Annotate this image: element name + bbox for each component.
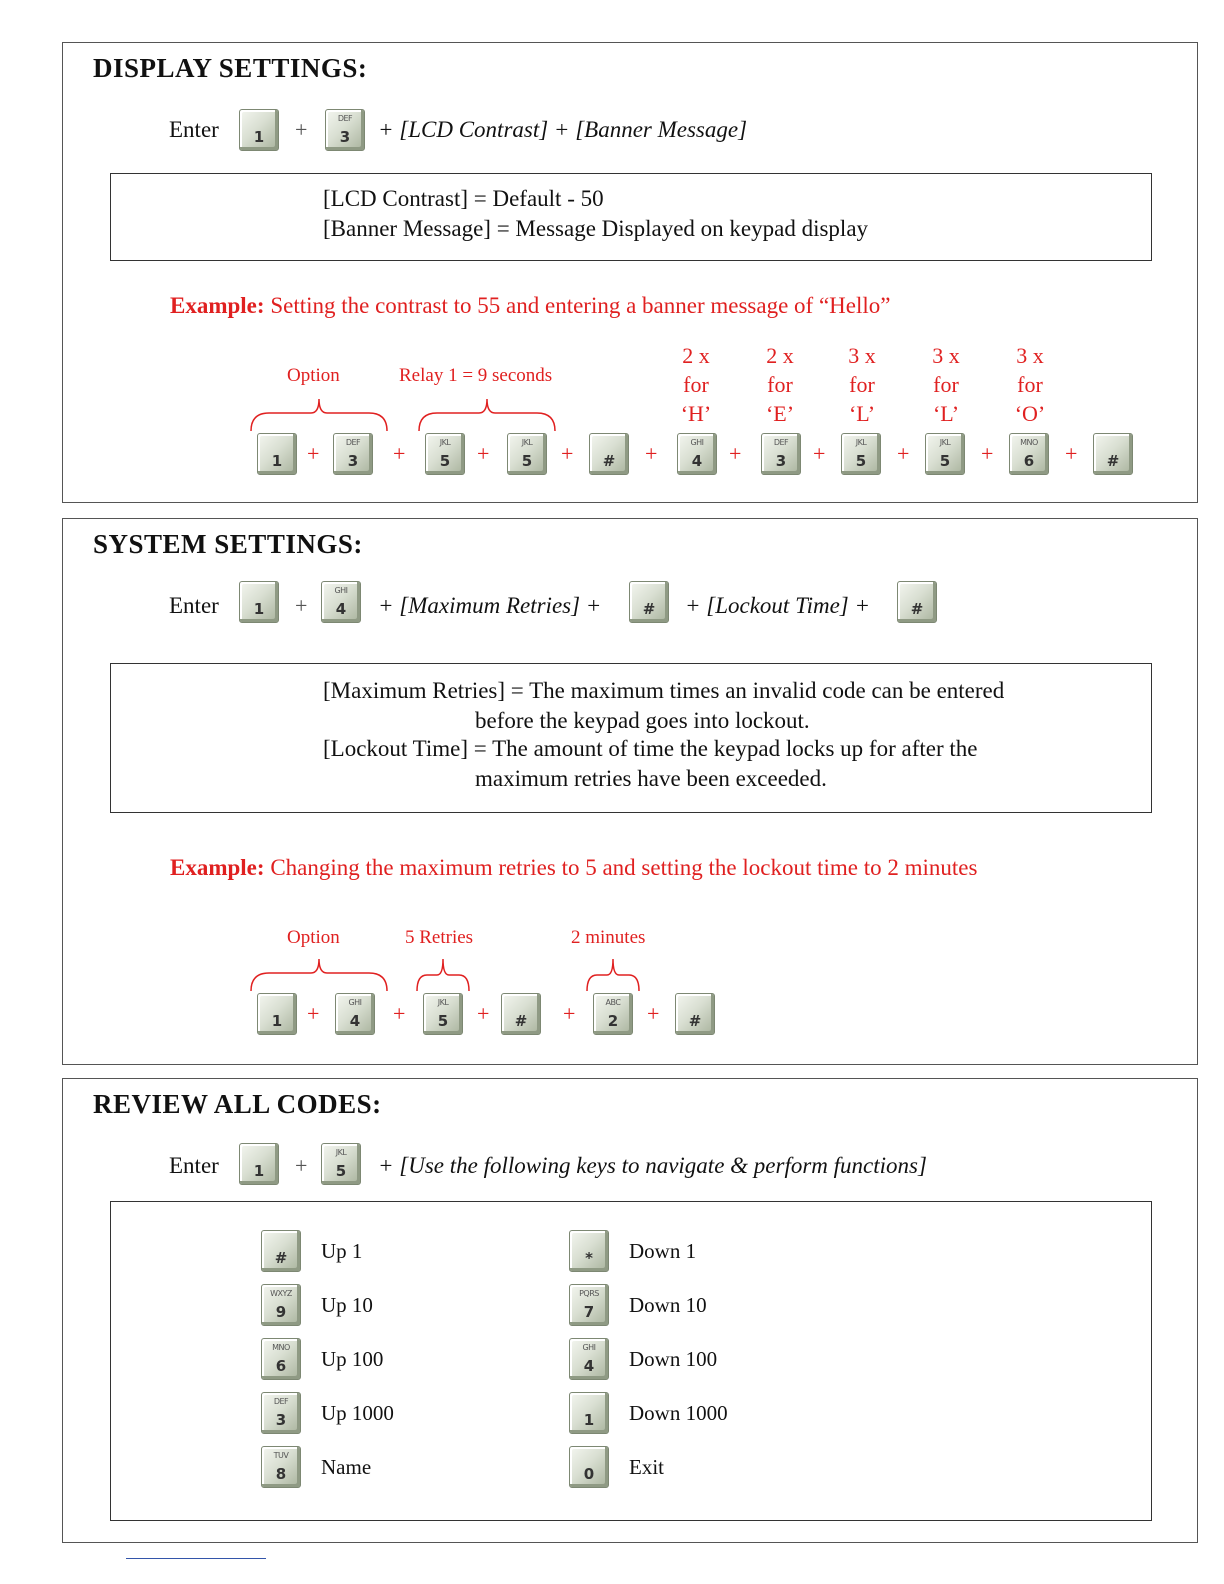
key-5[interactable]: JKL 5 — [925, 433, 965, 475]
key-4[interactable]: GHI 4 — [569, 1338, 609, 1380]
plus-sign: + — [477, 1001, 490, 1026]
key-hash[interactable]: # — [897, 581, 937, 623]
key-star[interactable]: * — [569, 1230, 609, 1272]
option-brace — [249, 393, 389, 433]
nav-up-1 — [261, 1230, 362, 1272]
key-1[interactable]: 1 — [239, 109, 279, 151]
lockout-time-definition: [Lockout Time] = The amount of time the keypad locks up for after the — [323, 736, 978, 761]
example-text: Setting the contrast to 55 and entering a banner message of “Hello” — [264, 293, 891, 318]
footer-rule — [126, 1558, 266, 1559]
nav-label: Up 1 — [321, 1238, 363, 1263]
key-5[interactable]: JKL 5 — [841, 433, 881, 475]
system-formula-part2: + [Lockout Time] + — [685, 593, 871, 618]
nav-label: Up 100 — [321, 1346, 384, 1371]
key-3[interactable]: DEF 3 — [261, 1392, 301, 1434]
plus-sign: + — [981, 441, 994, 466]
key-3[interactable]: DEF 3 — [325, 109, 365, 151]
plus-sign: + — [897, 441, 910, 466]
letter-e-col: 2 x for ‘E’ — [765, 343, 795, 426]
nav-label: Down 10 — [629, 1292, 707, 1317]
nav-up-10 — [261, 1284, 373, 1326]
key-6[interactable]: MNO 6 — [261, 1338, 301, 1380]
nav-label: Down 100 — [629, 1346, 718, 1371]
example-label: Example: — [170, 855, 265, 880]
plus-sign: + — [477, 441, 490, 466]
key-2[interactable]: ABC 2 — [593, 993, 633, 1035]
key-hash[interactable]: # — [1093, 433, 1133, 475]
plus-sign: + — [647, 1001, 660, 1026]
display-example — [170, 293, 890, 319]
plus-sign: + — [307, 441, 320, 466]
key-6[interactable]: MNO 6 — [1009, 433, 1049, 475]
key-1[interactable]: 1 — [257, 993, 297, 1035]
letter-h-col: 2 x for ‘H’ — [680, 343, 712, 426]
nav-name — [261, 1446, 371, 1488]
plus-sign: + — [295, 117, 308, 142]
system-settings-section — [62, 518, 1198, 1065]
lcd-contrast-definition: [LCD Contrast] = Default - 50 — [323, 186, 604, 211]
minutes-brace — [585, 953, 641, 993]
key-7[interactable]: PQRS 7 — [569, 1284, 609, 1326]
plus-sign: + — [645, 441, 658, 466]
nav-down-1000 — [569, 1392, 728, 1434]
plus-sign: + — [307, 1001, 320, 1026]
nav-label: Up 1000 — [321, 1400, 394, 1425]
review-keys-box — [110, 1201, 1152, 1521]
nav-down-1 — [569, 1230, 696, 1272]
key-8[interactable]: TUV 8 — [261, 1446, 301, 1488]
key-hash[interactable]: # — [629, 581, 669, 623]
review-codes-title: REVIEW ALL CODES: — [93, 1089, 382, 1119]
plus-sign: + — [295, 1153, 308, 1178]
nav-label: Down 1 — [629, 1238, 697, 1263]
key-4[interactable]: GHI 4 — [677, 433, 717, 475]
display-enter-label: Enter — [169, 117, 219, 142]
key-5[interactable]: JKL 5 — [425, 433, 465, 475]
plus-sign: + — [295, 593, 308, 618]
option-label: Option — [287, 927, 340, 948]
display-definitions-box — [110, 173, 1152, 261]
system-example — [170, 855, 977, 881]
letter-o-col: 3 x for ‘O’ — [1014, 343, 1046, 426]
nav-label: Down 1000 — [629, 1400, 728, 1425]
nav-up-1000 — [261, 1392, 394, 1434]
banner-message-definition: [Banner Message] = Message Displayed on keypad display — [323, 216, 869, 241]
system-settings-title: SYSTEM SETTINGS: — [93, 529, 363, 559]
plus-sign: + — [563, 1001, 576, 1026]
display-settings-section — [62, 42, 1198, 503]
key-1[interactable]: 1 — [239, 1143, 279, 1185]
review-codes-section — [62, 1078, 1198, 1543]
key-5[interactable]: JKL 5 — [507, 433, 547, 475]
nav-label: Name — [321, 1454, 372, 1479]
system-formula-part1: + [Maximum Retries] + — [378, 593, 602, 618]
nav-label: Exit — [629, 1454, 664, 1479]
key-hash[interactable]: # — [675, 993, 715, 1035]
system-enter-label: Enter — [169, 593, 219, 618]
retries-label: 5 Retries — [405, 927, 474, 948]
key-5[interactable]: JKL 5 — [423, 993, 463, 1035]
plus-sign: + — [729, 441, 742, 466]
lockout-time-definition-cont: maximum retries have been exceeded. — [475, 766, 827, 791]
retries-brace — [415, 953, 471, 993]
display-formula-rest — [378, 117, 747, 143]
key-4[interactable]: GHI 4 — [335, 993, 375, 1035]
key-hash[interactable]: # — [261, 1230, 301, 1272]
system-definitions-box — [110, 663, 1152, 813]
key-hash[interactable]: # — [501, 993, 541, 1035]
key-3[interactable]: DEF 3 — [333, 433, 373, 475]
key-4[interactable]: GHI 4 — [321, 581, 361, 623]
key-1[interactable]: 1 — [239, 581, 279, 623]
plus-sign: + — [813, 441, 826, 466]
display-formula-text: + [LCD Contrast] + [Banner Message] — [378, 117, 748, 142]
nav-down-10 — [569, 1284, 707, 1326]
option-label: Option — [287, 365, 340, 386]
key-1[interactable]: 1 — [569, 1392, 609, 1434]
plus-sign: + — [1065, 441, 1078, 466]
display-settings-title: DISPLAY SETTINGS: — [93, 53, 368, 83]
relay-label: Relay 1 = 9 seconds — [399, 365, 553, 386]
plus-sign: + — [393, 1001, 406, 1026]
example-label: Example: — [170, 293, 265, 318]
nav-label: Up 10 — [321, 1292, 373, 1317]
nav-down-100 — [569, 1338, 717, 1380]
key-0[interactable]: 0 — [569, 1446, 609, 1488]
plus-sign: + — [393, 441, 406, 466]
relay-brace — [417, 393, 557, 433]
option-brace — [249, 953, 389, 993]
review-formula-rest: + [Use the following keys to navigate & perform functions] — [378, 1153, 927, 1178]
key-hash[interactable]: # — [589, 433, 629, 475]
max-retries-definition: [Maximum Retries] = The maximum times an invalid code can be entered — [323, 678, 1005, 703]
minutes-label: 2 minutes — [571, 927, 646, 948]
key-1[interactable]: 1 — [257, 433, 297, 475]
plus-sign: + — [561, 441, 574, 466]
key-3[interactable]: DEF 3 — [761, 433, 801, 475]
max-retries-definition-cont: before the keypad goes into lockout. — [475, 708, 810, 733]
example-text: Changing the maximum retries to 5 and setting the lockout time to 2 minutes — [264, 855, 978, 880]
review-enter-label: Enter — [169, 1153, 219, 1178]
letter-l2-col: 3 x for ‘L’ — [932, 343, 960, 426]
key-9[interactable]: WXYZ 9 — [261, 1284, 301, 1326]
nav-up-100 — [261, 1338, 383, 1380]
key-5[interactable]: JKL 5 — [321, 1143, 361, 1185]
letter-l-col: 3 x for ‘L’ — [848, 343, 876, 426]
nav-exit — [569, 1446, 664, 1488]
